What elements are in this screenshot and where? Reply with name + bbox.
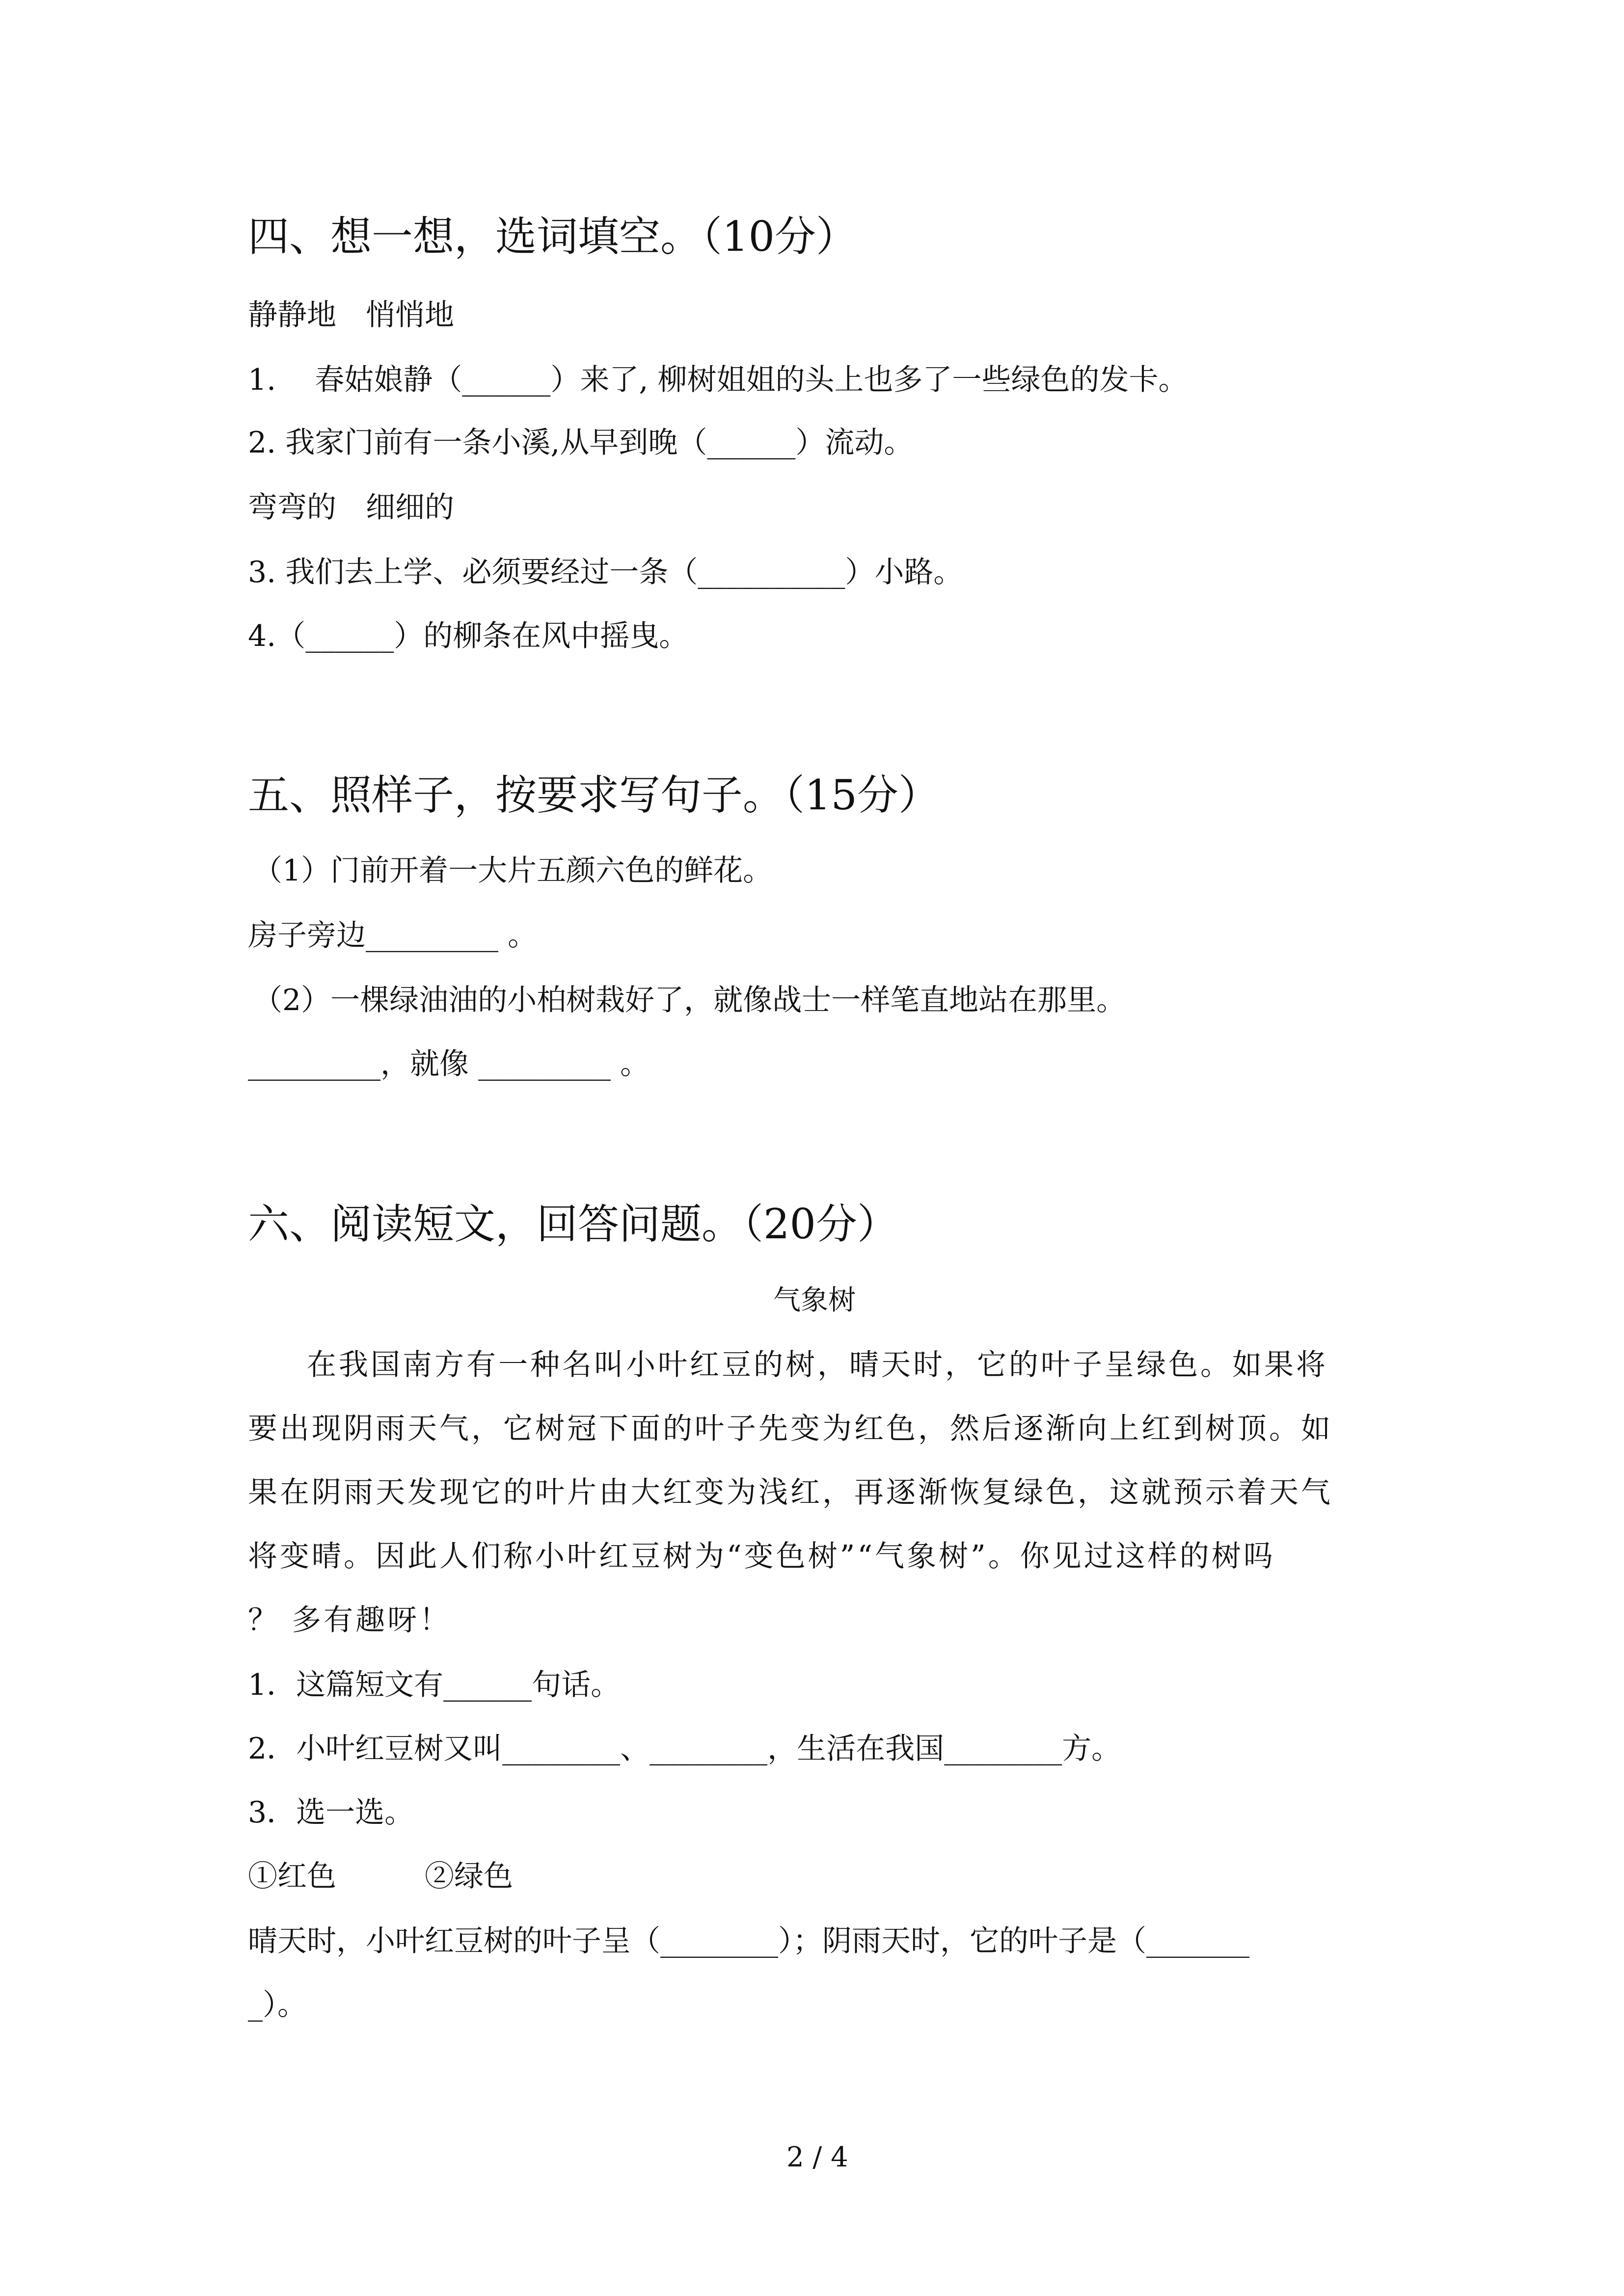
question-6-2: 2．小叶红豆树又叫________、________，生活在我国________方。 [248, 1732, 1121, 1766]
section-5-heading: 五、照样子，按要求写句子。（15分） [248, 771, 940, 819]
page-number: 2 / 4 [786, 2141, 848, 2173]
passage-line-2: 要出现阴雨天气，它树冠下面的叶子先变为红色，然后逐渐向上红到树顶。如 [248, 1412, 1333, 1446]
example-5-2: （2）一棵绿油油的小柏树栽好了，就像战士一样笔直地站在那里。 [253, 983, 1126, 1017]
question-4-1: 1. 春姑娘静（______）来了, 柳树姐姐的头上也多了一些绿色的发卡。 [248, 363, 1188, 397]
question-4-4: 4.（______）的柳条在风中摇曳。 [248, 619, 689, 653]
word-choices-1: 静静地 悄悄地 [248, 298, 454, 332]
choice-options: ①红色 ②绿色 [248, 1859, 513, 1894]
example-5-1: （1）门前开着一大片五颜六色的鲜花。 [253, 854, 773, 888]
section-4-heading: 四、想一想，选词填空。（10分） [248, 213, 857, 261]
section-6-heading: 六、阅读短文，回答问题。（20分） [248, 1200, 898, 1248]
fill-5-2: _________，就像 _________ 。 [248, 1047, 650, 1081]
passage-title: 气象树 [773, 1284, 856, 1316]
passage-line-4: 将变晴。因此人们称小叶红豆树为“变色树”“气象树”。你见过这样的树吗 [248, 1539, 1275, 1574]
question-6-1: 1．这篇短文有______句话。 [248, 1668, 621, 1702]
passage-line-5: ？ 多有趣呀！ [248, 1603, 452, 1637]
passage-line-1: 在我国南方有一种名叫小叶红豆的树，晴天时，它的叶子呈绿色。如果将 [307, 1348, 1328, 1382]
question-4-3: 3. 我们去上学、必须要经过一条（__________）小路。 [248, 555, 963, 589]
question-6-3-line-2: _）。 [248, 1988, 307, 2022]
question-6-3-line-1: 晴天时，小叶红豆树的叶子呈（________）；阴雨天时，它的叶子是（_______ [248, 1924, 1249, 1958]
fill-5-1: 房子旁边_________ 。 [248, 918, 538, 953]
word-choices-2: 弯弯的 细细的 [248, 490, 454, 525]
question-6-3: 3．选一选。 [248, 1795, 414, 1830]
passage-line-3: 果在阴雨天发现它的叶片由大红变为浅红，再逐渐恢复绿色，这就预示着天气 [248, 1475, 1333, 1510]
question-4-2: 2. 我家门前有一条小溪,从早到晚（______）流动。 [248, 426, 914, 460]
